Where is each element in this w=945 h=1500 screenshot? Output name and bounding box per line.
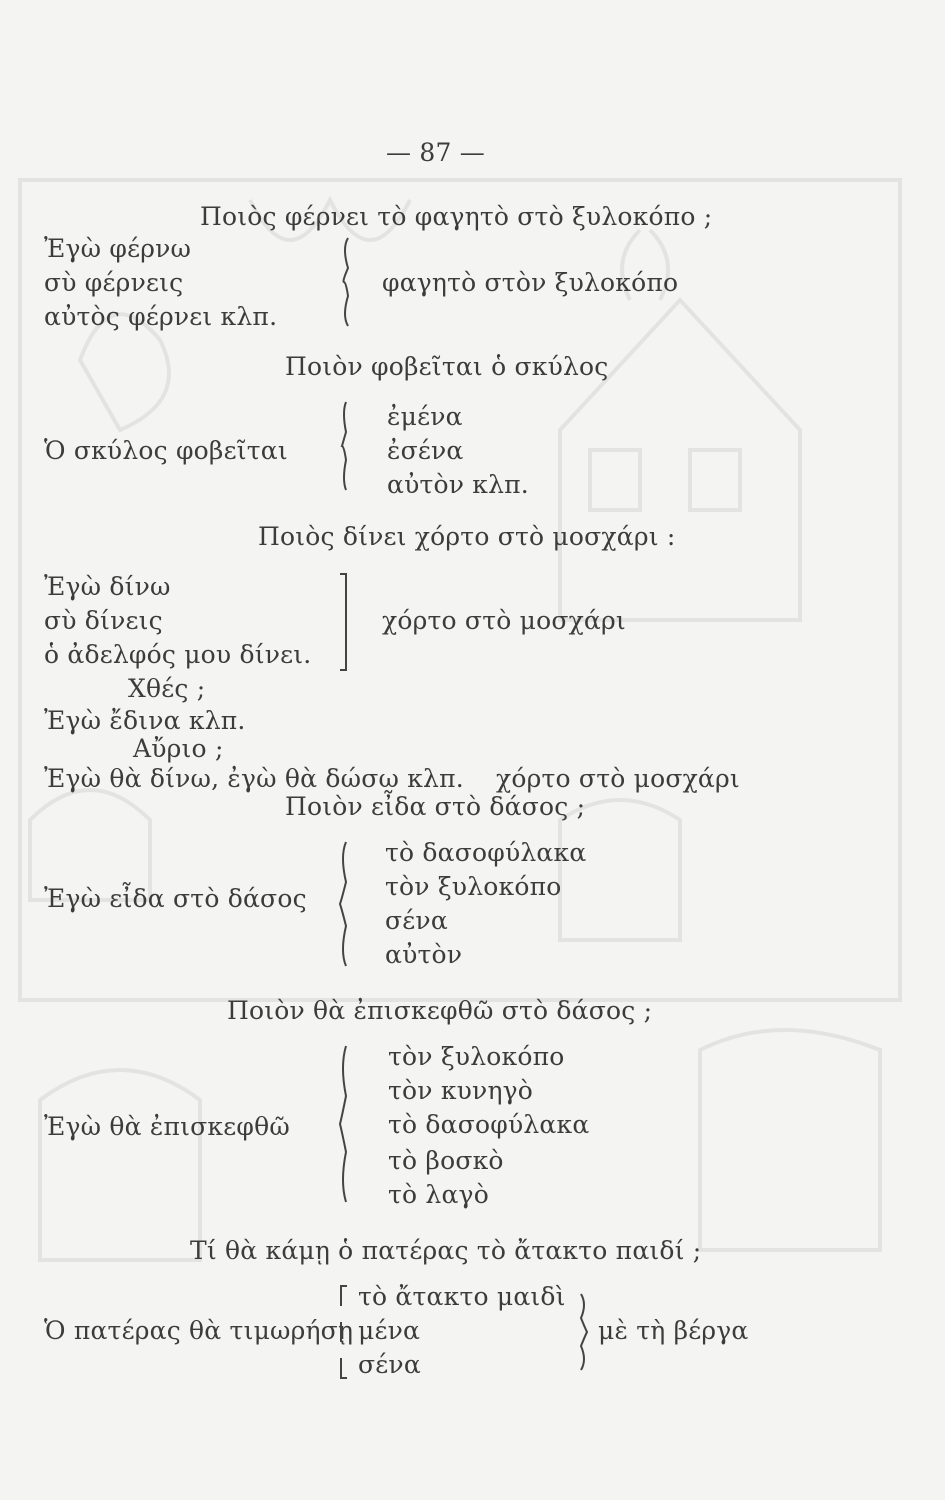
s5-object-4: τὸ βοσκὸ — [388, 1146, 504, 1175]
s5-object-5: τὸ λαγὸ — [388, 1180, 489, 1209]
question-4: Ποιὸν εἶδα στὸ δάσος ; — [285, 792, 586, 821]
question-6: Τί θὰ κάμῃ ὁ πατέρας τὸ ἄτακτο παιδί ; — [190, 1236, 702, 1265]
s5-brace — [336, 1044, 350, 1204]
s1-line-1: Ἐγὼ φέρνω — [44, 234, 192, 263]
page-number: — 87 — — [386, 138, 485, 167]
s4-object-4: αὐτὸν — [385, 940, 463, 969]
s6-subject: Ὁ πατέρας θὰ τιμωρήσῃ — [44, 1316, 354, 1345]
s3-yesterday-answer: Ἐγὼ ἔδινα κλπ. — [44, 706, 246, 735]
s1-line-2: σὺ φέρνεις — [44, 268, 184, 297]
s1-line-3: αὐτὸς φέρνει κλπ. — [44, 302, 278, 331]
s3-tomorrow-answer: Ἐγὼ θὰ δίνω, ἐγὼ θὰ δώσω κλπ. — [44, 764, 464, 793]
s5-object-2: τὸν κυνηγὸ — [388, 1076, 534, 1105]
s1-object: φαγητὸ στὸν ξυλοκόπο — [382, 268, 679, 297]
s3-line-1: Ἐγὼ δίνω — [44, 572, 171, 601]
question-1: Ποιὸς φέρνει τὸ φαγητὸ στὸ ξυλοκόπο ; — [200, 202, 713, 231]
s5-subject: Ἐγὼ θὰ ἐπισκεφθῶ — [44, 1112, 290, 1141]
question-2: Ποιὸν φοβεῖται ὁ σκύλος — [285, 352, 609, 381]
s5-object-1: τὸν ξυλοκόπο — [388, 1042, 565, 1071]
s5-object-3: τὸ δασοφύλακα — [388, 1110, 590, 1139]
s6-brace — [577, 1292, 591, 1372]
s3-line-3: ὁ ἀδελφός μου δίνει. — [44, 640, 312, 669]
s2-object-2: ἐσένα — [387, 436, 464, 465]
s1-brace — [338, 236, 352, 332]
s4-object-1: τὸ δασοφύλακα — [385, 838, 587, 867]
s2-object-1: ἐμένα — [387, 402, 463, 431]
s4-object-2: τὸν ξυλοκόπο — [385, 872, 562, 901]
s2-brace — [338, 400, 352, 496]
s3-object: χόρτο στὸ μοσχάρι — [382, 606, 626, 635]
s4-brace — [336, 840, 350, 970]
question-3: Ποιὸς δίνει χόρτο στὸ μοσχάρι : — [258, 522, 676, 551]
s6-object-1: τὸ ἄτακτο μαιδὶ — [358, 1282, 566, 1311]
s6-bracket — [337, 1284, 349, 1380]
question-5: Ποιὸν θὰ ἐπισκεφθῶ στὸ δάσος ; — [227, 996, 653, 1025]
s6-object-2: μένα — [358, 1316, 421, 1345]
s3-tomorrow-question: Αὔριο ; — [133, 734, 224, 763]
s3-line-2: σὺ δίνεις — [44, 606, 163, 635]
s3-yesterday-question: Χθές ; — [128, 674, 206, 703]
s6-instrument: μὲ τὴ βέργα — [598, 1316, 749, 1345]
s4-subject: Ἐγὼ εἶδα στὸ δάσος — [44, 884, 307, 913]
s3-tomorrow-object: χόρτο στὸ μοσχάρι — [496, 764, 740, 793]
s2-subject: Ὁ σκύλος φοβεῖται — [44, 436, 288, 465]
s2-object-3: αὐτὸν κλπ. — [387, 470, 529, 499]
s6-object-3: σένα — [358, 1350, 421, 1379]
s3-bracket — [338, 572, 352, 672]
s4-object-3: σένα — [385, 906, 448, 935]
